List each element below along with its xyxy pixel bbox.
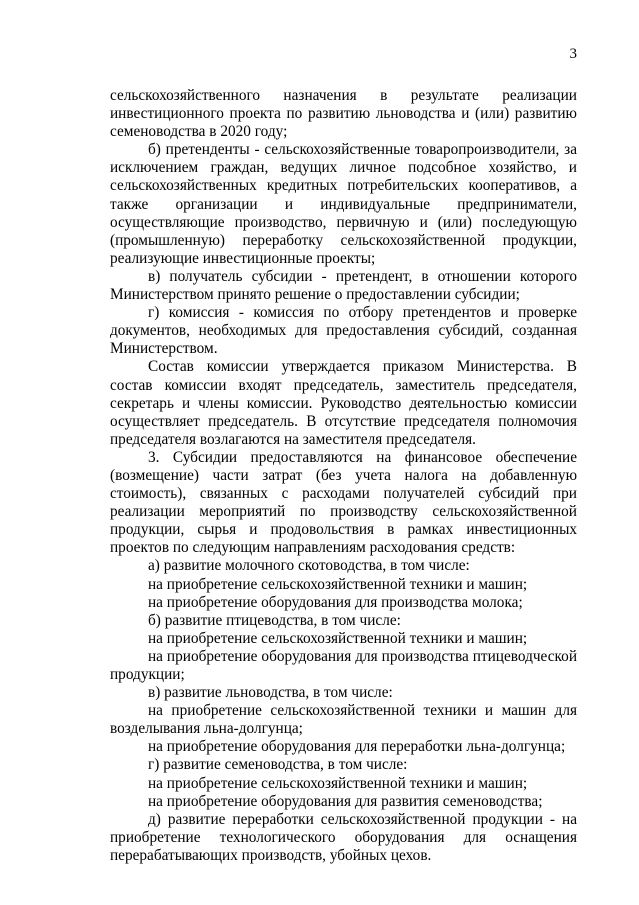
paragraph: на приобретение сельскохозяйственной техники и машин; xyxy=(148,629,528,647)
paragraph: на приобретение оборудования для производства птицеводческой продукции; xyxy=(110,647,577,683)
paragraph: на приобретение оборудования для развития семеноводства; xyxy=(148,792,543,810)
paragraph: б) развитие птицеводства, в том числе: xyxy=(148,611,401,629)
paragraph: Состав комиссии утверждается приказом Министерства. В состав комиссии входят председатель, заместитель председателя, секретарь и члены комиссии. Руководство деятельностью комиссии осуществляет председатель. В отсутствие председателя полномочия председателя возлагаются на заместителя председателя. xyxy=(110,358,577,448)
paragraph: на приобретение оборудования для производства молока; xyxy=(148,593,523,611)
paragraph: на приобретение оборудования для переработки льна-долгунца; xyxy=(148,738,566,756)
paragraph: в) получатель субсидии - претендент, в отношении которого Министерством принято решение о предоставлении субсидии; xyxy=(110,267,577,304)
paragraph: сельскохозяйственного назначения в результате реализации инвестиционного проекта по развитию льноводства и (или) развитию семеноводства в 2020 году; xyxy=(110,87,577,141)
document-body xyxy=(110,87,577,865)
page-number: 3 xyxy=(569,46,577,62)
paragraph: в) развитие льноводства, в том числе: xyxy=(148,684,393,702)
paragraph: б) претенденты - сельскохозяйственные товаропроизводители, за исключением граждан, ведущих личное подсобное хозяйство, и сельскохозяйственных кредитных потребительских кооперативов, а также организации и индивидуальные предприниматели, осуществляющие производство, первичную и (или) последующую (промышленную) переработку сельскохозяйственной продукции, реализующие инвестиционные проекты; xyxy=(110,141,577,267)
paragraph: на приобретение сельскохозяйственной техники и машин; xyxy=(148,575,528,593)
paragraph: г) комиссия - комиссия по отбору претендентов и проверке документов, необходимых для предоставления субсидий, созданная Министерством. xyxy=(110,304,577,358)
paragraph: 3. Субсидии предоставляются на финансовое обеспечение (возмещение) части затрат (без учета налога на добавленную стоимость), связанных с расходами получателей субсидий при реализации мероприятий по производству сельскохозяйственной продукции, сырья и продовольствия в рамках инвестиционных проектов по следующим направлениям расходования средств: xyxy=(110,448,577,557)
paragraph: а) развитие молочного скотоводства, в том числе: xyxy=(148,557,470,575)
paragraph: д) развитие переработки сельскохозяйственной продукции - на приобретение технологического оборудования для оснащения перерабатывающих производств, убойных цехов. xyxy=(110,810,577,864)
paragraph: на приобретение сельскохозяйственной техники и машин для возделывания льна-долгунца; xyxy=(110,702,577,738)
paragraph: на приобретение сельскохозяйственной техники и машин; xyxy=(148,774,528,792)
paragraph: г) развитие семеноводства, в том числе: xyxy=(148,756,408,774)
